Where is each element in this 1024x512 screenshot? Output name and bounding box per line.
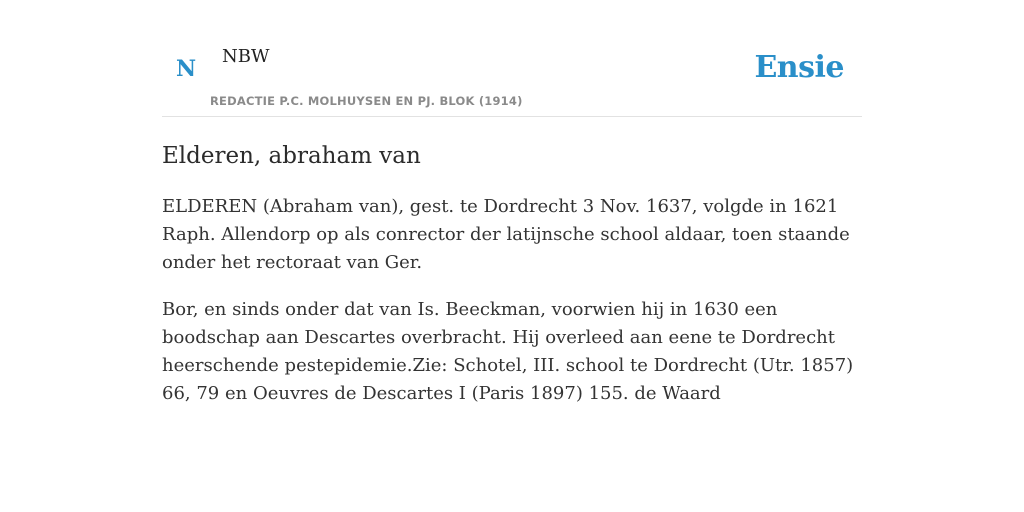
page: [162, 0, 862, 427]
source-logo[interactable]: N: [176, 56, 197, 82]
brand-logo[interactable]: Ensie: [754, 50, 844, 85]
article-title: Elderen, abraham van: [162, 143, 421, 169]
source-subtitle: REDACTIE P.C. MOLHUYSEN EN PJ. BLOK (1914): [210, 94, 523, 108]
article-paragraph: ELDEREN (Abraham van), gest. te Dordrecht 3 Nov. 1637, volgde in 1621 Raph. Allendorp op als conrector der latijnsche school aldaar, toen staande onder het rectoraat van Ger.: [162, 196, 850, 273]
source-name[interactable]: NBW: [222, 46, 270, 67]
article-paragraph: Bor, en sinds onder dat van Is. Beeckman, voorwien hij in 1630 een boodschap aan Descartes overbracht. Hij overleed aan eene te Dordrecht heerschende pestepidemie.Zie: Schotel, III. school te Dordrecht (Utr. 1857) 66, 79 en Oeuvres de Descartes I (Paris 1897) 155. de Waard: [162, 299, 854, 404]
source-header: [162, 0, 862, 117]
article-body: [162, 193, 862, 408]
